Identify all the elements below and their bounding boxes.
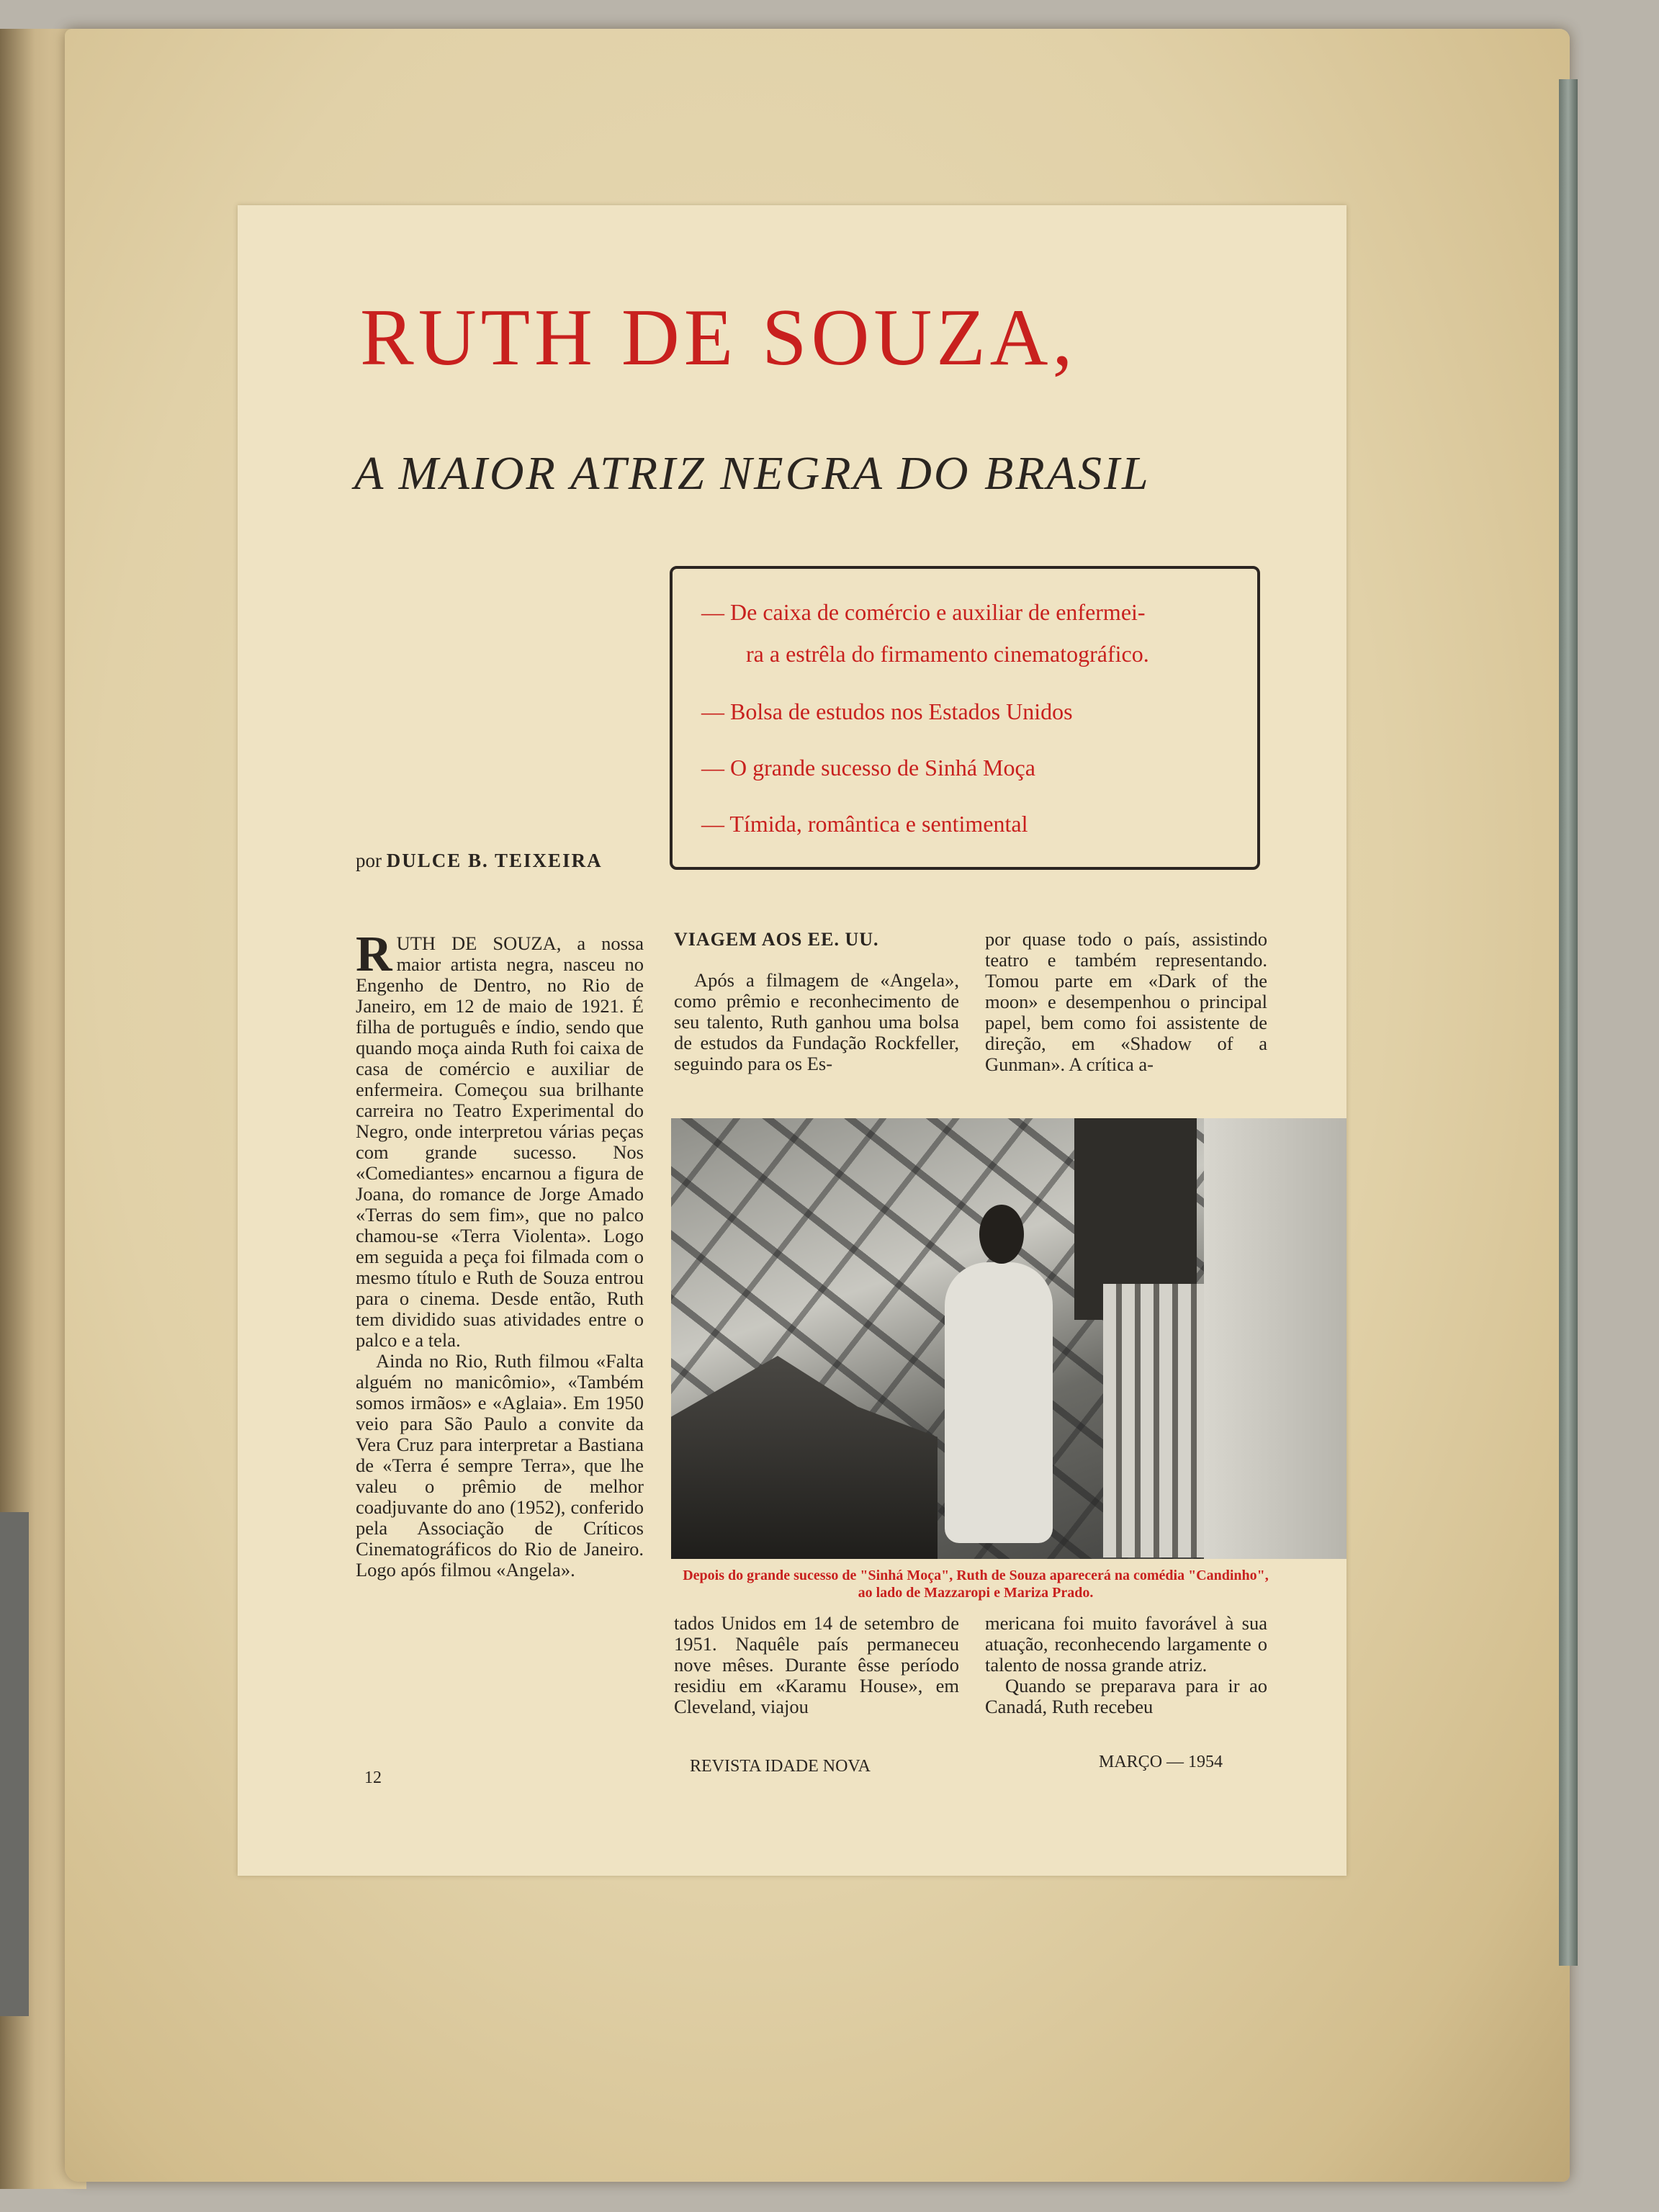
highlights-box [670, 566, 1260, 870]
photo-fence [1103, 1284, 1204, 1557]
highlight-item: — Bolsa de estudos nos Estados Unidos [701, 698, 1073, 724]
article-column-2 [674, 929, 959, 1074]
paragraph: por quase todo o país, assistindo teatro e também representando. Tomou parte em «Dark of the moon» e desempenhou o principal papel, bem como foi assistente de direção, em «Shadow of a Gunman». A crítica a- [985, 928, 1267, 1075]
page-number: 12 [364, 1768, 382, 1787]
highlight-item: ra a estrêla do firmamento cinematográfico. [746, 641, 1149, 667]
paragraph: Após a filmagem de «Angela», como prêmio e reconhecimento de seu talento, Ruth ganhou uma bolsa de estudos da Fundação Rockfeller, seguindo para os Es- [674, 969, 959, 1074]
drop-cap: R [356, 927, 392, 982]
article-column-1 [356, 927, 644, 1581]
highlight-item: — O grande sucesso de Sinhá Moça [701, 755, 1035, 781]
paragraph-text: UTH DE SOUZA, a nossa maior artista negra, nasceu no Engenho de Dentro, no Rio de Janeiro, em 12 de maio de 1921. É filha de português e índio, sendo que quando moça ainda Ruth foi caixa de casa de comércio e auxiliar de enfermeira. Começou sua brilhante carreira no Teatro Experimental do Negro, onde interpretou várias peças com grande sucesso. Nos «Comediantes» encarnou a figura de Joana, do romance de Jorge Amado «Terras do sem fim», que no palco chamou-se «Terra Violenta». Logo em seguida a peça foi filmada com o mesmo título e Ruth de Souza entrou para o cinema. Desde então, Ruth tem dividido suas atividades entre o palco e a tela. [356, 932, 644, 1351]
article-column-3 [985, 929, 1267, 1075]
article-title: RUTH DE SOUZA, [360, 293, 1077, 382]
byline-prefix: por [356, 850, 382, 871]
paragraph: Quando se preparava para ir ao Canadá, Ruth recebeu [985, 1675, 1267, 1717]
issue-date: MARÇO — 1954 [1099, 1753, 1223, 1771]
highlight-item: — Tímida, romântica e sentimental [701, 811, 1028, 837]
highlight-item: — De caixa de comércio e auxiliar de enfermei- [701, 599, 1146, 625]
paragraph: tados Unidos em 14 de setembro de 1951. Naquêle país permaneceu nove mêses. Durante êsse período residiu em «Karamu House», em Cleveland, viajou [674, 1612, 959, 1717]
magazine-name: REVISTA IDADE NOVA [690, 1757, 871, 1776]
article-column-2-continued [674, 1613, 959, 1717]
adjacent-page-strip [0, 1512, 29, 2016]
section-heading: VIAGEM AOS EE. UU. [674, 929, 879, 950]
article-photo [671, 1118, 1346, 1559]
paragraph: Ainda no Rio, Ruth filmou «Falta alguém no manicômio», «Também somos irmãos» e «Aglaia». Em 1950 veio para São Paulo a convite da Vera Cruz para interpretar a Bastiana de «Terra é sempre Terra», que lhe valeu o prêmio de melhor coadjuvante do ano (1952), conferido pela Associação de Críticos Cinematográficos do Rio de Janeiro. Logo após filmou «Angela». [356, 1350, 644, 1581]
article-subtitle: A MAIOR ATRIZ NEGRA DO BRASIL [354, 447, 1151, 500]
byline [356, 850, 603, 872]
photo-figure-dress [945, 1262, 1053, 1543]
photo-debris [671, 1356, 938, 1559]
paragraph: mericana foi muito favorável à sua atuação, reconhecendo largamente o talento de nossa grande atriz. [985, 1612, 1267, 1676]
photo-wall [1204, 1118, 1346, 1559]
photo-caption: Depois do grande sucesso de "Sinhá Moça", Ruth de Souza aparecerá na comédia "Candinho", ao lado de Mazzaropi e Mariza Prado. [683, 1568, 1269, 1601]
author-name: DULCE B. TEIXEIRA [386, 850, 603, 871]
album-spine [1559, 79, 1578, 1966]
article-column-3-continued [985, 1613, 1267, 1717]
photo-figure-head [979, 1205, 1024, 1264]
paragraph [356, 927, 644, 1351]
